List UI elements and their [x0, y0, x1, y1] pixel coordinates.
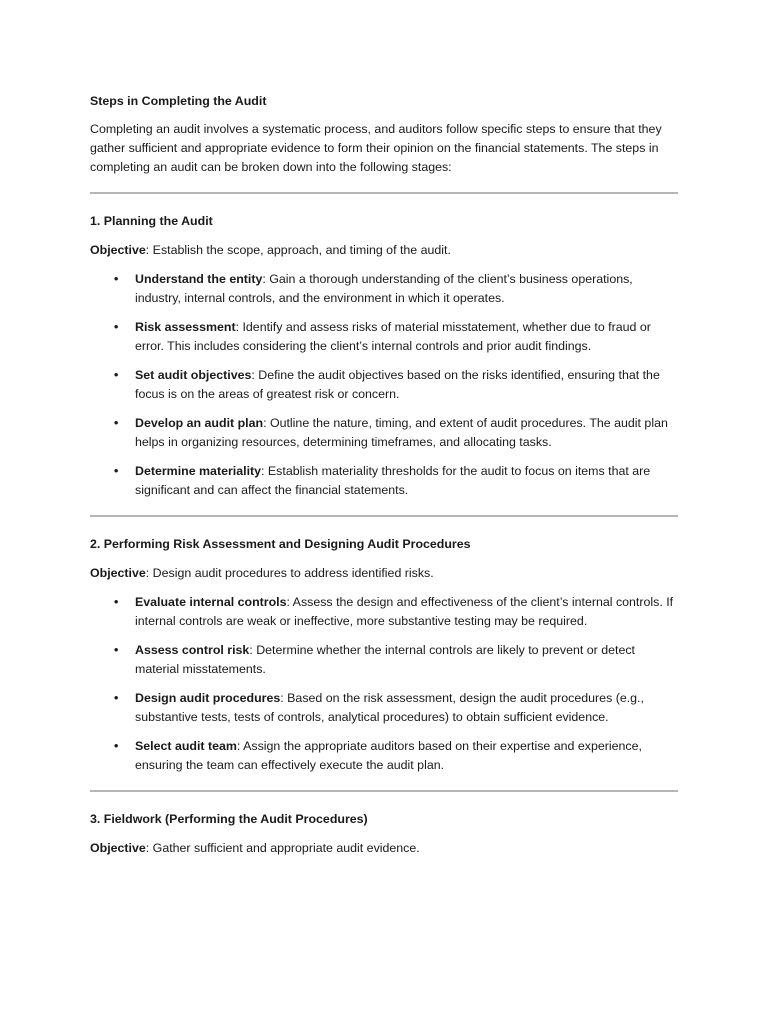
list-item	[90, 318, 678, 356]
section-divider	[90, 790, 678, 792]
objective-label: Objective	[90, 841, 146, 855]
list-item-term: Risk assessment	[135, 320, 236, 334]
bullet-list	[90, 593, 678, 775]
list-item-term: Understand the entity	[135, 272, 263, 286]
bullet-icon: •	[114, 320, 119, 334]
objective-text: : Gather sufficient and appropriate audit evidence.	[145, 841, 420, 855]
section-objective	[90, 564, 678, 583]
list-item-term: Evaluate internal controls	[135, 595, 287, 609]
list-item-text: : Identify and assess risks of material misstatement, whether due to fraud or error. This includes considering the client’s internal controls and prior audit findings.	[135, 320, 651, 353]
list-item	[90, 270, 678, 308]
list-item	[90, 414, 678, 452]
intro-paragraph: Completing an audit involves a systematic process, and auditors follow specific steps to ensure that they gather sufficient and appropriate evidence to form their opinion on the financial statements. The steps in completing an audit can be broken down into the following stages:	[90, 122, 662, 174]
list-item-text: : Assess the design and effectiveness of the client’s internal controls. If internal controls are weak or ineffective, more substantive testing may be required.	[135, 595, 674, 628]
list-item-term: Develop an audit plan	[135, 416, 264, 430]
objective-text: : Establish the scope, approach, and timing of the audit.	[145, 243, 451, 257]
list-item	[90, 593, 678, 631]
objective-label: Objective	[90, 566, 146, 580]
list-item	[90, 641, 678, 679]
section-heading: 2. Performing Risk Assessment and Designing Audit Procedures	[90, 537, 471, 551]
bullet-icon: •	[114, 368, 119, 382]
list-item-text: : Establish materiality thresholds for the audit to focus on items that are significant and can affect the financial statements.	[135, 464, 651, 497]
list-item-term: Set audit objectives	[135, 368, 252, 382]
list-item-text: : Based on the risk assessment, design the audit procedures (e.g., substantive tests, tests of controls, analytical procedures) to obtain sufficient evidence.	[135, 691, 644, 724]
bullet-icon: •	[114, 643, 119, 657]
sections-container	[90, 192, 678, 858]
list-item-text: : Define the audit objectives based on the risks identified, ensuring that the focus is on the areas of greatest risk or concern.	[135, 368, 660, 401]
list-item-term: Design audit procedures	[135, 691, 281, 705]
section-heading: 1. Planning the Audit	[90, 214, 213, 228]
bullet-icon: •	[114, 416, 119, 430]
list-item-term: Determine materiality	[135, 464, 262, 478]
document-title: Steps in Completing the Audit	[90, 94, 267, 108]
bullet-icon: •	[114, 464, 119, 478]
list-item	[90, 366, 678, 404]
bullet-icon: •	[114, 739, 119, 753]
bullet-icon: •	[114, 272, 119, 286]
section-divider	[90, 515, 678, 517]
list-item	[90, 689, 678, 727]
section-objective	[90, 839, 678, 858]
section-heading: 3. Fieldwork (Performing the Audit Procedures)	[90, 812, 368, 826]
bullet-icon: •	[114, 595, 119, 609]
list-item-text: : Outline the nature, timing, and extent of audit procedures. The audit plan helps in organizing resources, determining timeframes, and allocating tasks.	[135, 416, 668, 449]
list-item-text: : Assign the appropriate auditors based on their expertise and experience, ensuring the team can effectively execute the audit plan.	[135, 739, 642, 772]
list-item-text: : Gain a thorough understanding of the client’s business operations, industry, internal controls, and the environment in which it operates.	[135, 272, 633, 305]
section-divider	[90, 192, 678, 194]
section-objective	[90, 241, 678, 260]
bullet-list	[90, 270, 678, 500]
list-item	[90, 462, 678, 500]
list-item	[90, 737, 678, 775]
document-page	[90, 92, 678, 868]
list-item-term: Assess control risk	[135, 643, 250, 657]
objective-text: : Design audit procedures to address identified risks.	[145, 566, 434, 580]
objective-label: Objective	[90, 243, 146, 257]
list-item-text: : Determine whether the internal controls are likely to prevent or detect material misstatements.	[135, 643, 636, 676]
list-item-term: Select audit team	[135, 739, 237, 753]
bullet-icon: •	[114, 691, 119, 705]
